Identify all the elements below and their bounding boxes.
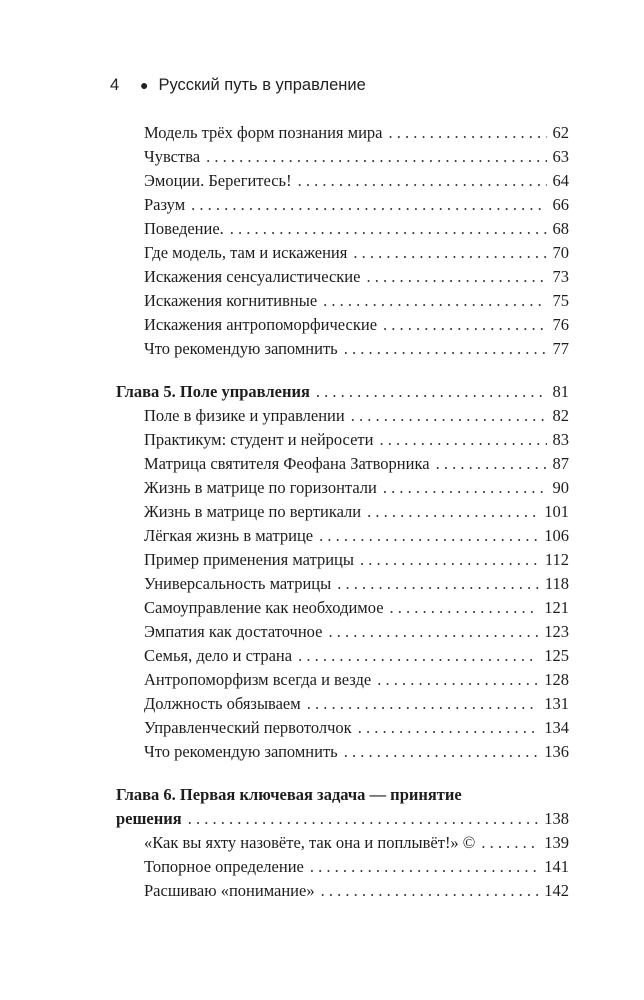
toc-entry-page: 66 [552, 195, 569, 214]
toc-entry[interactable] [144, 337, 569, 361]
toc-entry-page: 141 [544, 857, 569, 876]
chapter-page: 81 [552, 382, 569, 401]
toc-entry-page: 101 [544, 502, 569, 521]
book-title: Русский путь в управление [158, 75, 366, 94]
toc-entry[interactable] [144, 879, 569, 903]
toc-entry[interactable] [144, 121, 569, 145]
toc-entry-title: Поведение. [144, 219, 224, 238]
toc-entry-title: Поле в физике и управлении [144, 406, 345, 425]
toc-entry[interactable] [144, 524, 569, 548]
dot-leader [344, 337, 547, 361]
toc-entry-page: 123 [544, 622, 569, 641]
page-number: 4 [110, 75, 120, 94]
toc-entry-title: Эмпатия как достаточное [144, 622, 323, 641]
toc-entry-title: Жизнь в матрице по горизонтали [144, 478, 377, 497]
toc-entry[interactable] [144, 855, 569, 879]
dot-leader [390, 596, 539, 620]
dot-leader [388, 121, 546, 145]
toc-entry-title: Модель трёх форм познания мира [144, 123, 383, 142]
toc-entry-page: 106 [544, 526, 569, 545]
toc-entry[interactable] [144, 831, 569, 855]
toc-entry-page: 87 [552, 454, 569, 473]
toc-entry[interactable] [144, 428, 569, 452]
toc-entry-page: 134 [544, 718, 569, 737]
dot-leader [351, 404, 547, 428]
toc-entry[interactable] [144, 740, 569, 764]
dot-leader [367, 500, 538, 524]
toc-entry[interactable] [144, 193, 569, 217]
toc-entry[interactable] [144, 217, 569, 241]
toc-entry[interactable] [144, 145, 569, 169]
toc-entry-title: Топорное определение [144, 857, 304, 876]
toc-entry-page: 75 [552, 291, 569, 310]
toc-entry-page: 68 [552, 219, 569, 238]
dot-leader [337, 572, 539, 596]
dot-leader [188, 807, 539, 831]
toc-entry[interactable] [144, 572, 569, 596]
dot-leader [344, 740, 539, 764]
dot-leader [298, 644, 538, 668]
toc-entry[interactable] [144, 644, 569, 668]
toc-entry-page: 136 [544, 742, 569, 761]
toc-entry-page: 76 [552, 315, 569, 334]
toc-entry-page: 121 [544, 598, 569, 617]
toc-entry-title: Искажения сенсуалистические [144, 267, 361, 286]
toc-entry-title: Искажения когнитивные [144, 291, 318, 310]
dot-leader [230, 217, 547, 241]
dot-leader [191, 193, 546, 217]
chapter-page: 138 [544, 809, 569, 828]
toc-entry[interactable] [144, 716, 569, 740]
dot-leader [366, 265, 546, 289]
toc-entry-page: 139 [544, 833, 569, 852]
toc-entry[interactable] [144, 169, 569, 193]
dot-leader [383, 313, 546, 337]
dot-leader [206, 145, 546, 169]
toc-entry-page: 142 [544, 881, 569, 900]
toc-entry-title: Что рекомендую запомнить [144, 339, 338, 358]
toc-entry[interactable] [144, 476, 569, 500]
toc-entry-title: Матрица святителя Феофана Затворника [144, 454, 430, 473]
dot-leader [307, 692, 539, 716]
toc-entry-page: 63 [552, 147, 569, 166]
toc-entry[interactable] [144, 668, 569, 692]
toc-entry-page: 125 [544, 646, 569, 665]
toc-entry-page: 64 [552, 171, 569, 190]
toc-entry[interactable] [144, 692, 569, 716]
chapter-6-entry[interactable] [116, 807, 569, 831]
toc-entry-page: 90 [552, 478, 569, 497]
toc-entry-title: «Как вы яхту назовёте, так она и поплывёт!» © [144, 833, 476, 852]
toc-entry-page: 83 [552, 430, 569, 449]
dot-leader [323, 289, 546, 313]
toc-entry-title: Практикум: студент и нейросети [144, 430, 374, 449]
toc-entry-title: Самоуправление как необходимое [144, 598, 384, 617]
toc-entry-page: 73 [552, 267, 569, 286]
toc-entry[interactable] [144, 289, 569, 313]
toc-entry-title: Жизнь в матрице по вертикали [144, 502, 362, 521]
toc-entry-title: Чувства [144, 147, 201, 166]
dot-leader [383, 476, 547, 500]
toc-entry-page: 128 [544, 670, 569, 689]
toc-entry-title: Семья, дело и страна [144, 646, 293, 665]
toc-entry-page: 82 [552, 406, 569, 425]
chapter-5-entry[interactable] [116, 380, 569, 404]
toc-entry-title: Разум [144, 195, 186, 214]
toc-entry-title: Универсальность матрицы [144, 574, 332, 593]
toc-entry-page: 70 [552, 243, 569, 262]
toc-entry-title: Управленческий первотолчок [144, 718, 352, 737]
dot-leader [310, 855, 538, 879]
chapter-title: Глава 5. Поле управления [116, 382, 310, 401]
toc-entry-title: Антропоморфизм всегда и везде [144, 670, 372, 689]
dot-leader [328, 620, 538, 644]
dot-leader [358, 716, 539, 740]
dot-leader [481, 831, 538, 855]
dot-leader [321, 879, 539, 903]
toc-entry[interactable] [144, 500, 569, 524]
toc-entry-page: 112 [544, 550, 569, 569]
toc-entry[interactable] [144, 313, 569, 337]
toc-entry-title: Где модель, там и искажения [144, 243, 348, 262]
toc-entry-page: 118 [544, 574, 569, 593]
toc-entry[interactable] [144, 265, 569, 289]
toc-entry-title: Что рекомендую запомнить [144, 742, 338, 761]
dot-leader [379, 428, 546, 452]
toc-entry-page: 62 [552, 123, 569, 142]
toc-entry-title: Должность обязываем [144, 694, 301, 713]
dot-leader [360, 548, 539, 572]
chapter-title: решения [116, 809, 182, 828]
toc-entry[interactable] [144, 548, 569, 572]
toc-entry-title: Эмоции. Берегитесь! [144, 171, 292, 190]
toc-entry-title: Лёгкая жизнь в матрице [144, 526, 314, 545]
toc-entry[interactable] [144, 404, 569, 428]
toc-entry-title: Искажения антропоморфические [144, 315, 378, 334]
dot-leader [377, 668, 538, 692]
toc-entry-title: Расшиваю «понимание» [144, 881, 315, 900]
toc-entry-page: 77 [552, 339, 569, 358]
dot-leader [353, 241, 546, 265]
toc-entry[interactable] [144, 241, 569, 265]
toc-entry[interactable] [144, 596, 569, 620]
bullet-icon: ● [140, 77, 149, 93]
dot-leader [319, 524, 538, 548]
toc-entry[interactable] [144, 452, 569, 476]
toc-entry-title: Пример применения матрицы [144, 550, 354, 569]
dot-leader [298, 169, 547, 193]
toc-entry-page: 131 [544, 694, 569, 713]
dot-leader [316, 380, 547, 404]
dot-leader [436, 452, 547, 476]
chapter-6-title-line1[interactable]: Глава 6. Первая ключевая задача — принятие [116, 785, 462, 804]
toc-entry[interactable] [144, 620, 569, 644]
